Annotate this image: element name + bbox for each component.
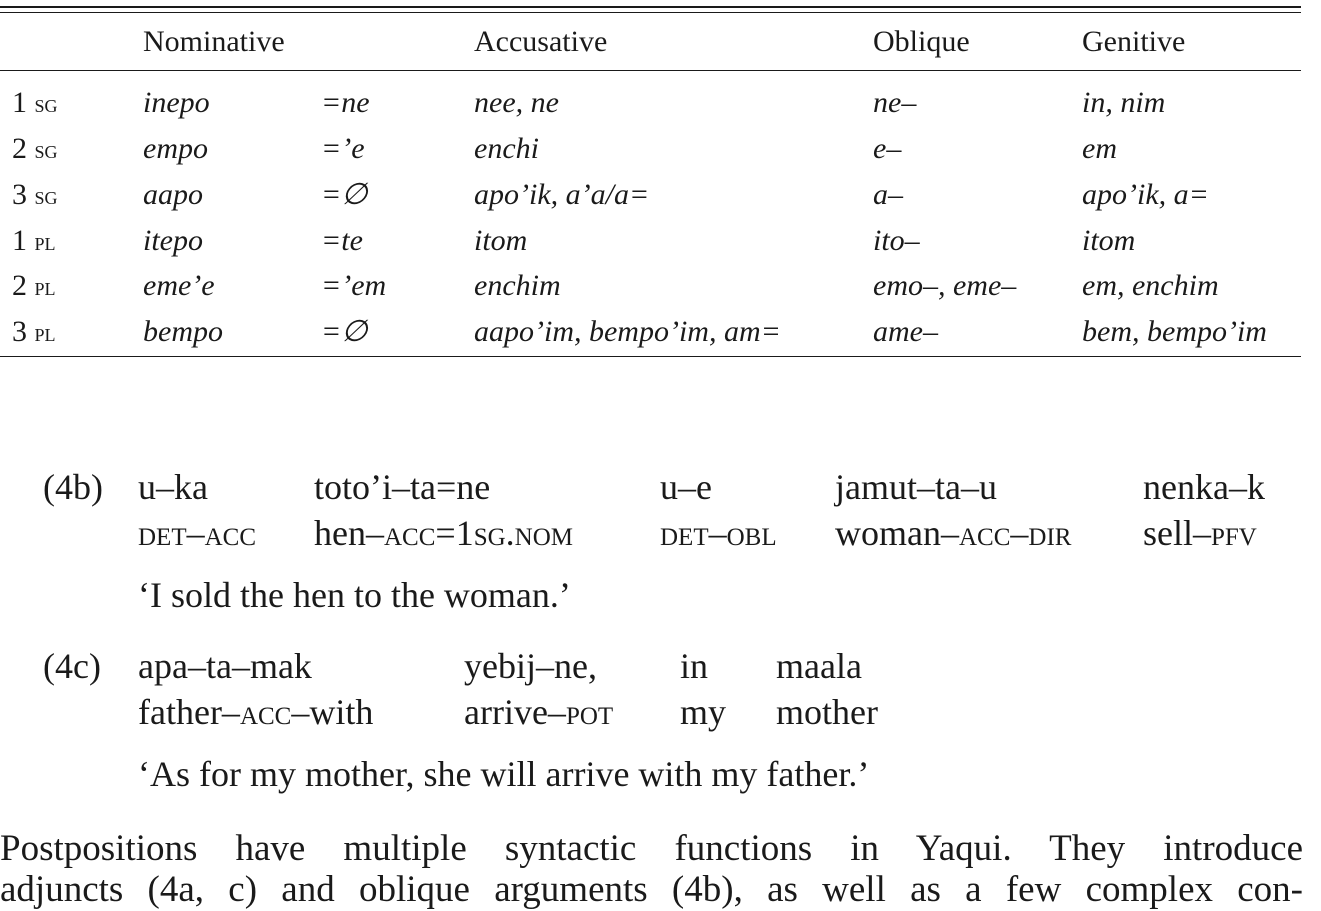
genitive-cell: in, nim (1082, 86, 1166, 119)
genitive-cell: apo’ik, a= (1082, 178, 1209, 211)
gloss-cell (138, 694, 373, 730)
free-translation: ‘I sold the hen to the woman.’ (138, 575, 571, 615)
accusative-cell: aapo’im, bempo’im, am= (474, 315, 781, 348)
genitive-cell: itom (1082, 224, 1136, 257)
number-label: sg (34, 89, 58, 118)
clitic-cell: =’e (321, 132, 365, 165)
number-label: sg (34, 135, 58, 164)
oblique-cell: e– (873, 132, 902, 165)
example-word: toto’i–ta=ne (314, 467, 491, 507)
clitic-cell: =te (321, 224, 363, 257)
table-bottom-rule (0, 356, 1301, 357)
table-top-rule-thin (0, 12, 1301, 13)
oblique-cell: a– (873, 178, 903, 211)
accusative-cell: nee, ne (474, 86, 559, 119)
header-oblique: Oblique (873, 25, 970, 58)
gloss-cell (835, 515, 1071, 551)
person-number: 3 (12, 315, 27, 348)
gloss-lexical-text: father– (138, 692, 240, 732)
oblique-cell: ito– (873, 224, 920, 257)
nominative-cell: itepo (143, 224, 203, 257)
person-number: 2 (12, 269, 27, 302)
example-word: u–e (660, 467, 712, 507)
gloss-lexical-text: –with (291, 692, 374, 732)
header-nominative: Nominative (143, 25, 285, 58)
example-word: in (680, 646, 709, 686)
gloss-lexical-text: arrive– (464, 692, 566, 732)
gloss-lexical-text: hen– (314, 513, 384, 553)
gloss-cell (680, 694, 726, 730)
accusative-cell: enchi (474, 132, 539, 165)
example-label: (4b) (43, 467, 103, 507)
gloss-lexical-text: woman– (835, 513, 959, 553)
number-label: pl (34, 272, 56, 301)
example-label: (4c) (43, 646, 101, 686)
example-word: yebij–ne, (464, 646, 597, 686)
nominative-cell: aapo (143, 178, 203, 211)
paragraph-line: Postpositions have multiple syntactic functions in Yaqui. They introduce (0, 828, 1303, 869)
oblique-cell: emo–, eme– (873, 269, 1017, 302)
number-label: pl (34, 318, 56, 347)
nominative-cell: eme’e (143, 269, 215, 302)
gloss-cell (138, 515, 256, 551)
person-number: 3 (12, 178, 27, 211)
person-number: 1 (12, 86, 27, 119)
nominative-cell: bempo (143, 315, 223, 348)
oblique-cell: ame– (873, 315, 938, 348)
free-translation: ‘As for my mother, she will arrive with my father.’ (138, 754, 870, 794)
person-cell (12, 134, 58, 164)
clitic-cell: =∅ (321, 315, 368, 348)
person-cell (12, 226, 56, 256)
gloss-grammatical-label: acc (239, 692, 292, 732)
gloss-lexical-text: my (680, 692, 727, 732)
gloss-grammatical-label: pfv (1211, 513, 1257, 553)
number-label: sg (34, 181, 58, 210)
accusative-cell: apo’ik, a’a/a= (474, 178, 650, 211)
accusative-cell: enchim (474, 269, 561, 302)
gloss-cell (464, 694, 613, 730)
gloss-lexical-text: =1 (435, 513, 474, 553)
example-word: jamut–ta–u (835, 467, 997, 507)
header-accusative: Accusative (474, 25, 608, 58)
gloss-cell (776, 694, 878, 730)
table-header-rule (0, 70, 1301, 71)
gloss-cell (314, 515, 573, 551)
nominative-cell: inepo (143, 86, 210, 119)
accusative-cell: itom (474, 224, 528, 257)
gloss-lexical-text: sell– (1143, 513, 1211, 553)
person-number: 2 (12, 132, 27, 165)
table-top-rule (0, 6, 1301, 8)
gloss-grammatical-label: sg.nom (473, 513, 573, 553)
genitive-cell: em (1082, 132, 1117, 165)
gloss-grammatical-label: det–acc (138, 513, 256, 553)
person-cell (12, 88, 58, 118)
example-word: maala (776, 646, 862, 686)
person-number: 1 (12, 224, 27, 257)
example-word: apa–ta–mak (138, 646, 312, 686)
example-word: nenka–k (1143, 467, 1265, 507)
genitive-cell: bem, bempo’im (1082, 315, 1267, 348)
clitic-cell: =∅ (321, 178, 368, 211)
oblique-cell: ne– (873, 86, 917, 119)
gloss-cell (660, 515, 777, 551)
number-label: pl (34, 227, 56, 256)
header-genitive: Genitive (1082, 25, 1186, 58)
example-word: u–ka (138, 467, 208, 507)
person-cell (12, 271, 56, 301)
person-cell (12, 317, 56, 347)
clitic-cell: =ne (321, 86, 370, 119)
gloss-grammatical-label: acc–dir (958, 513, 1072, 553)
paragraph-line: adjuncts (4a, c) and oblique arguments (4b), as well as a few complex con- (0, 869, 1303, 910)
clitic-cell: =’em (321, 269, 387, 302)
person-cell (12, 180, 58, 210)
gloss-lexical-text: mother (776, 692, 878, 732)
nominative-cell: empo (143, 132, 208, 165)
gloss-grammatical-label: acc (383, 513, 436, 553)
gloss-grammatical-label: pot (565, 692, 614, 732)
gloss-grammatical-label: det–obl (660, 513, 777, 553)
gloss-cell (1143, 515, 1257, 551)
genitive-cell: em, enchim (1082, 269, 1219, 302)
